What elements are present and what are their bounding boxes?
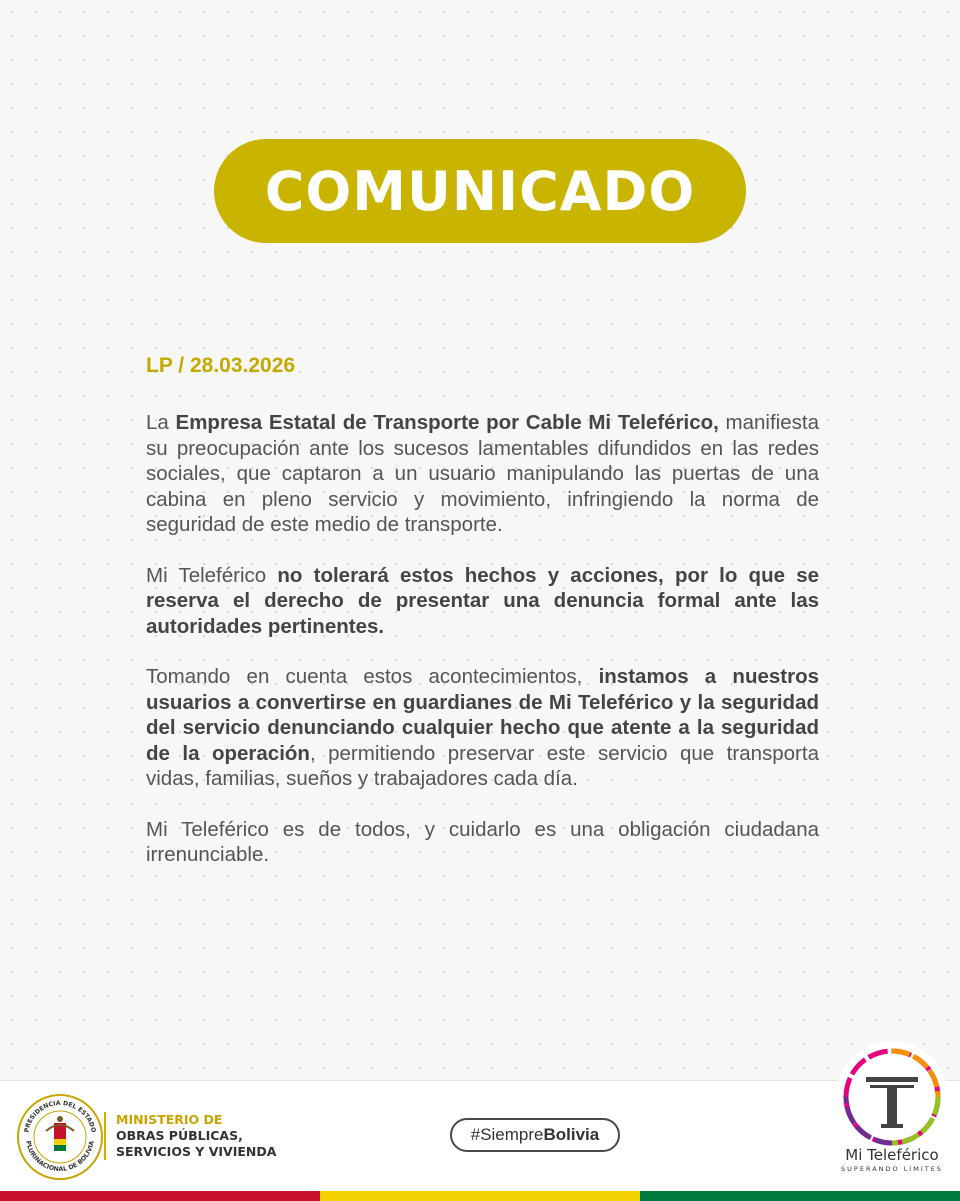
mi-teleferico-logo — [836, 1041, 948, 1201]
p1-text-c: manifiesta su preocupación ante los sucesos lamentables difundidos en las redes sociales, que captaron a un usuario manipulando las puertas de una cabina en pleno servicio y movimiento, infringiendo la norma de seguridad de este medio de transporte. — [146, 411, 819, 536]
ministry-line-1: MINISTERIO DE — [116, 1112, 223, 1127]
ministry-line-3: SERVICIOS Y VIVIENDA — [116, 1144, 277, 1159]
hashtag-pill — [450, 1118, 620, 1152]
hashtag-bold: Bolivia — [543, 1125, 600, 1144]
paragraph-3 — [146, 664, 819, 792]
logo-tagline: SUPERANDO LÍMITES — [841, 1165, 943, 1173]
paragraph-1 — [146, 410, 819, 538]
paragraph-4 — [146, 817, 819, 868]
comunicado-badge — [214, 139, 746, 243]
p2-text-b: no tolerará estos hechos y acciones, por lo que se reserva el derecho de presentar una denuncia formal ante las autoridades pertinentes. — [146, 563, 819, 638]
hashtag-prefix: #Siempre — [470, 1125, 544, 1144]
p4-text-a: Mi Teleférico es de todos, y cuidarlo es una obligación ciudadana irrenunciable. — [146, 817, 819, 866]
svg-text:PRESIDENCIA DEL ESTADO: PRESIDENCIA DEL ESTADO — [23, 1099, 97, 1134]
ministry-label — [104, 1112, 276, 1160]
paragraph-2 — [146, 563, 819, 640]
p2-text-a: Mi Teleférico — [146, 563, 278, 587]
date-line: LP / 28.03.2026 — [146, 354, 296, 377]
p1-text-b: Empresa Estatal de Transporte por Cable Mi Teleférico, — [175, 411, 719, 434]
footer — [0, 1080, 960, 1201]
p3-text-c: , permitiendo preservar este servicio que transporta vidas, familias, sueños y trabajadores cada día. — [146, 741, 819, 790]
p3-text-a: Tomando en cuenta estos acontecimientos, — [146, 665, 599, 688]
p1-text-a: La — [146, 411, 176, 434]
statement-body — [146, 410, 819, 893]
badge-title: COMUNICADO — [264, 159, 696, 223]
bolivia-state-seal-icon — [16, 1093, 104, 1181]
mi-teleferico-logo-icon — [836, 1041, 948, 1153]
ministry-line-2: OBRAS PÚBLICAS, — [116, 1128, 243, 1143]
logo-name: Mi Teleférico — [845, 1146, 939, 1164]
p3-text-b: instamos a nuestros usuarios a convertirse en guardianes de Mi Teleférico y la seguridad del servicio denunciando cualquier hecho que atente a la seguridad de la operación — [146, 665, 819, 765]
svg-text:PLURINACIONAL DE BOLIVIA: PLURINACIONAL DE BOLIVIA — [24, 1140, 96, 1174]
